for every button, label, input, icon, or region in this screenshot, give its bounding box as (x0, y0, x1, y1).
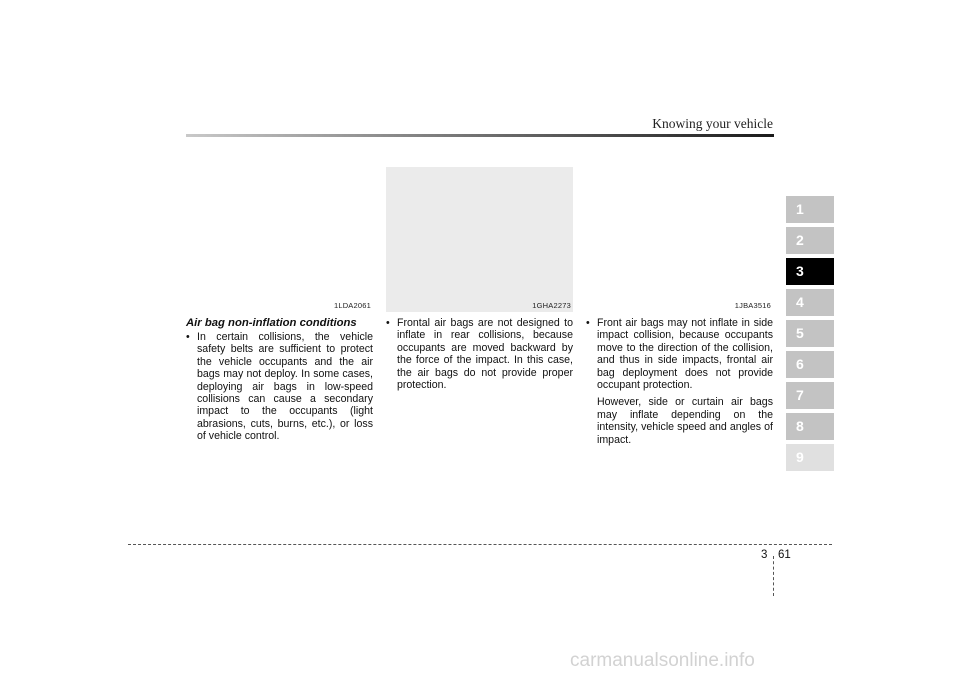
footer-rule (128, 544, 832, 545)
footer-chapter-number: 3 (761, 549, 768, 561)
bullet-text: Frontal air bags are not designed to inflate in rear collisions, because occupants are moved backward by the force of the impact. In this case, the air bags do not provide proper protection. (397, 317, 573, 392)
column-2 (386, 167, 573, 391)
bullet-icon: • (586, 317, 590, 329)
chapter-tabs (786, 196, 834, 475)
bullet-item (186, 331, 373, 443)
chapter-tab-5[interactable]: 5 (786, 320, 834, 347)
body-paragraph: However, side or curtain air bags may inflate depending on the intensity, vehicle speed and angles of impact. (597, 396, 773, 446)
figure-code: 1JBA3516 (734, 301, 771, 310)
chapter-tab-9[interactable]: 9 (786, 444, 834, 471)
chapter-tab-1[interactable]: 1 (786, 196, 834, 223)
figure-code: 1LDA2061 (333, 301, 371, 310)
section-subheading: Air bag non-inflation conditions (186, 317, 357, 329)
footer-page-number: 61 (778, 549, 791, 561)
bullet-icon: • (186, 331, 190, 343)
page-number-divider (773, 556, 774, 596)
watermark: carmanualsonline.info (570, 650, 755, 671)
bullet-item (586, 317, 773, 391)
chapter-tab-4[interactable]: 4 (786, 289, 834, 316)
header-rule (186, 134, 774, 137)
figure-code: 1GHA2273 (532, 301, 571, 310)
column-1 (186, 167, 373, 443)
chapter-tab-8[interactable]: 8 (786, 413, 834, 440)
bullet-text: Front air bags may not inflate in side impact collision, because occupants move to the direction of the collision, and thus in side impacts, frontal air bag deployment does not provide occupant protection. (597, 317, 773, 392)
running-header-title: Knowing your vehicle (652, 116, 773, 131)
column-3 (586, 167, 773, 446)
bullet-text: In certain collisions, the vehicle safety belts are sufficient to protect the vehicle occupants and the air bags may not deploy. In some cases, deploying air bags in low-speed collisions can cause a secondary impact to the occupants (light abrasions, cuts, burns, etc.), or loss of vehicle control. (197, 331, 373, 443)
bullet-icon: • (386, 317, 390, 329)
figure-1 (186, 167, 373, 312)
figure-3 (586, 167, 773, 312)
chapter-tab-6[interactable]: 6 (786, 351, 834, 378)
figure-2 (386, 167, 573, 312)
chapter-tab-7[interactable]: 7 (786, 382, 834, 409)
chapter-tab-3[interactable]: 3 (786, 258, 834, 285)
chapter-tab-2[interactable]: 2 (786, 227, 834, 254)
bullet-item (386, 317, 573, 391)
